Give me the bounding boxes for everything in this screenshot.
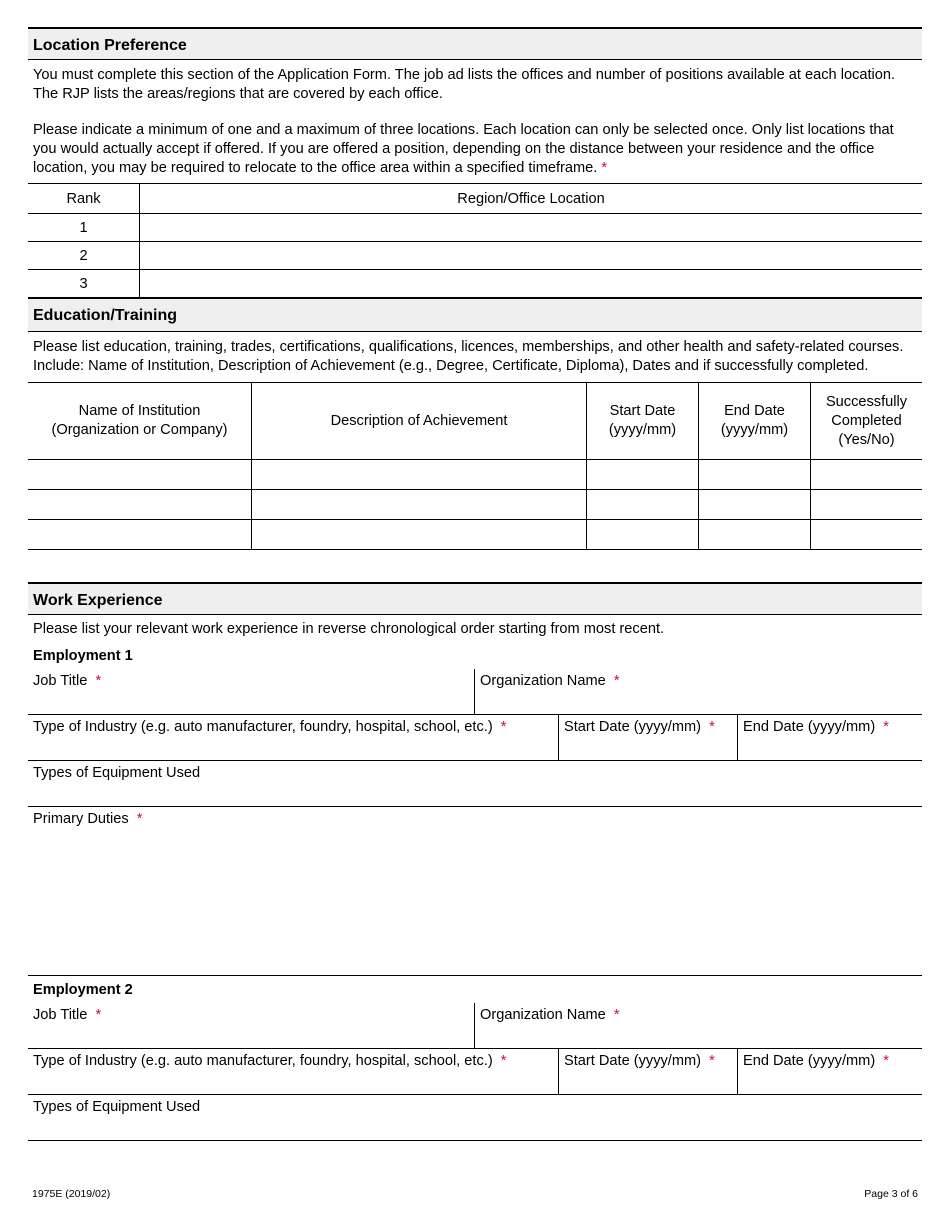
location-row — [28, 270, 922, 299]
employment-1-row-1 — [28, 669, 922, 715]
form-id: 1975E (2019/02) — [32, 1188, 111, 1200]
end-date-input[interactable] — [699, 490, 811, 520]
employment-1-row-3 — [28, 761, 922, 807]
start-date-field[interactable] — [558, 715, 737, 760]
rank-column-header: Rank — [28, 184, 140, 214]
end-date-input[interactable] — [699, 460, 811, 490]
required-asterisk: * — [95, 1007, 102, 1023]
location-input-1[interactable] — [140, 214, 923, 242]
industry-field[interactable] — [28, 1049, 558, 1094]
employment-1-row-2 — [28, 715, 922, 761]
location-instructions-text: Please indicate a minimum of one and a maximum of three locations. Each location can only be selected once. Only list locations that you would actually accept if offered. If you are offered a position, depending on the distance between your residence and the office location, you may be required to relocate to the office area within a specified timeframe. * — [33, 122, 894, 176]
required-asterisk: * — [136, 811, 143, 827]
completed-input[interactable] — [811, 520, 923, 550]
employment-1-title: Employment 1 — [33, 648, 133, 664]
employment-2-row-1 — [28, 1003, 922, 1049]
rank-number: 1 — [28, 214, 140, 242]
job-title-label: Job Title — [33, 1007, 88, 1023]
education-table — [28, 382, 922, 550]
end-date-input[interactable] — [699, 520, 811, 550]
education-row — [28, 460, 922, 490]
primary-duties-field[interactable] — [28, 807, 922, 975]
equipment-field[interactable] — [28, 761, 922, 806]
required-asterisk: * — [613, 673, 620, 689]
start-date-label: Start Date (yyyy/mm) — [564, 1053, 702, 1069]
end-date-column-header: End Date (yyyy/mm) — [699, 383, 811, 460]
institution-input[interactable] — [28, 490, 252, 520]
required-asterisk: * — [95, 673, 102, 689]
location-intro-text: You must complete this section of the Application Form. The job ad lists the offices and number of positions available at each location. The RJP lists the areas/regions that are covered by each office. — [33, 67, 896, 102]
description-column-header: Description of Achievement — [252, 383, 587, 460]
end-date-field[interactable] — [737, 715, 922, 760]
employment-2-title: Employment 2 — [33, 982, 133, 998]
employment-2-row-2 — [28, 1049, 922, 1095]
start-date-input[interactable] — [587, 520, 699, 550]
required-asterisk: * — [500, 719, 507, 735]
employment-1-row-4 — [28, 807, 922, 976]
location-preference-heading: Location Preference — [28, 27, 922, 60]
form-page — [28, 27, 922, 1141]
employment-2-row-3 — [28, 1095, 922, 1141]
equipment-label: Types of Equipment Used — [33, 1099, 201, 1115]
completed-input[interactable] — [811, 460, 923, 490]
location-input-3[interactable] — [140, 270, 923, 299]
start-date-label: Start Date (yyyy/mm) — [564, 719, 702, 735]
primary-duties-label: Primary Duties — [33, 811, 129, 827]
work-experience-instructions-text: Please list your relevant work experience in reverse chronological order starting from most recent. — [33, 621, 665, 637]
organization-name-label: Organization Name — [480, 673, 606, 689]
description-input[interactable] — [252, 520, 587, 550]
start-date-input[interactable] — [587, 490, 699, 520]
institution-input[interactable] — [28, 460, 252, 490]
institution-input[interactable] — [28, 520, 252, 550]
required-asterisk: * — [500, 1053, 507, 1069]
required-asterisk: * — [709, 719, 715, 735]
description-input[interactable] — [252, 460, 587, 490]
description-input[interactable] — [252, 490, 587, 520]
job-title-label: Job Title — [33, 673, 88, 689]
location-table-header — [28, 184, 922, 214]
job-title-field[interactable] — [28, 669, 474, 714]
page-number: Page 3 of 6 — [864, 1188, 918, 1200]
industry-field[interactable] — [28, 715, 558, 760]
job-title-field[interactable] — [28, 1003, 474, 1048]
organization-name-label: Organization Name — [480, 1007, 606, 1023]
end-date-label: End Date (yyyy/mm) — [743, 1053, 876, 1069]
education-heading: Education/Training — [28, 299, 922, 332]
location-row — [28, 242, 922, 270]
required-asterisk: * — [883, 1053, 889, 1069]
location-row — [28, 214, 922, 242]
rank-number: 2 — [28, 242, 140, 270]
organization-name-field[interactable] — [474, 669, 922, 714]
equipment-label: Types of Equipment Used — [33, 765, 201, 781]
required-asterisk: * — [601, 160, 608, 176]
start-date-field[interactable] — [558, 1049, 737, 1094]
location-column-header: Region/Office Location — [140, 184, 923, 214]
required-asterisk: * — [613, 1007, 620, 1023]
institution-column-header: Name of Institution (Organization or Company) — [28, 383, 252, 460]
education-row — [28, 490, 922, 520]
equipment-field[interactable] — [28, 1095, 922, 1140]
industry-label: Type of Industry (e.g. auto manufacturer, foundry, hospital, school, etc.) — [33, 1053, 493, 1069]
work-experience-heading: Work Experience — [28, 582, 922, 615]
start-date-input[interactable] — [587, 460, 699, 490]
required-asterisk: * — [709, 1053, 715, 1069]
location-input-2[interactable] — [140, 242, 923, 270]
rank-number: 3 — [28, 270, 140, 299]
location-table — [28, 183, 922, 299]
required-asterisk: * — [883, 719, 889, 735]
organization-name-field[interactable] — [474, 1003, 922, 1048]
end-date-field[interactable] — [737, 1049, 922, 1094]
end-date-label: End Date (yyyy/mm) — [743, 719, 876, 735]
education-table-header — [28, 383, 922, 460]
completed-input[interactable] — [811, 490, 923, 520]
completed-column-header: Successfully Completed (Yes/No) — [811, 383, 923, 460]
start-date-column-header: Start Date (yyyy/mm) — [587, 383, 699, 460]
education-instructions-text: Please list education, training, trades, certifications, qualifications, licences, memberships, and other health and safety-related courses. Include: Name of Institution, Description of Achievement (e.g., Degree, Certificate, Diploma), Dates and if successfully completed. — [33, 339, 904, 374]
education-row — [28, 520, 922, 550]
industry-label: Type of Industry (e.g. auto manufacturer, foundry, hospital, school, etc.) — [33, 719, 493, 735]
